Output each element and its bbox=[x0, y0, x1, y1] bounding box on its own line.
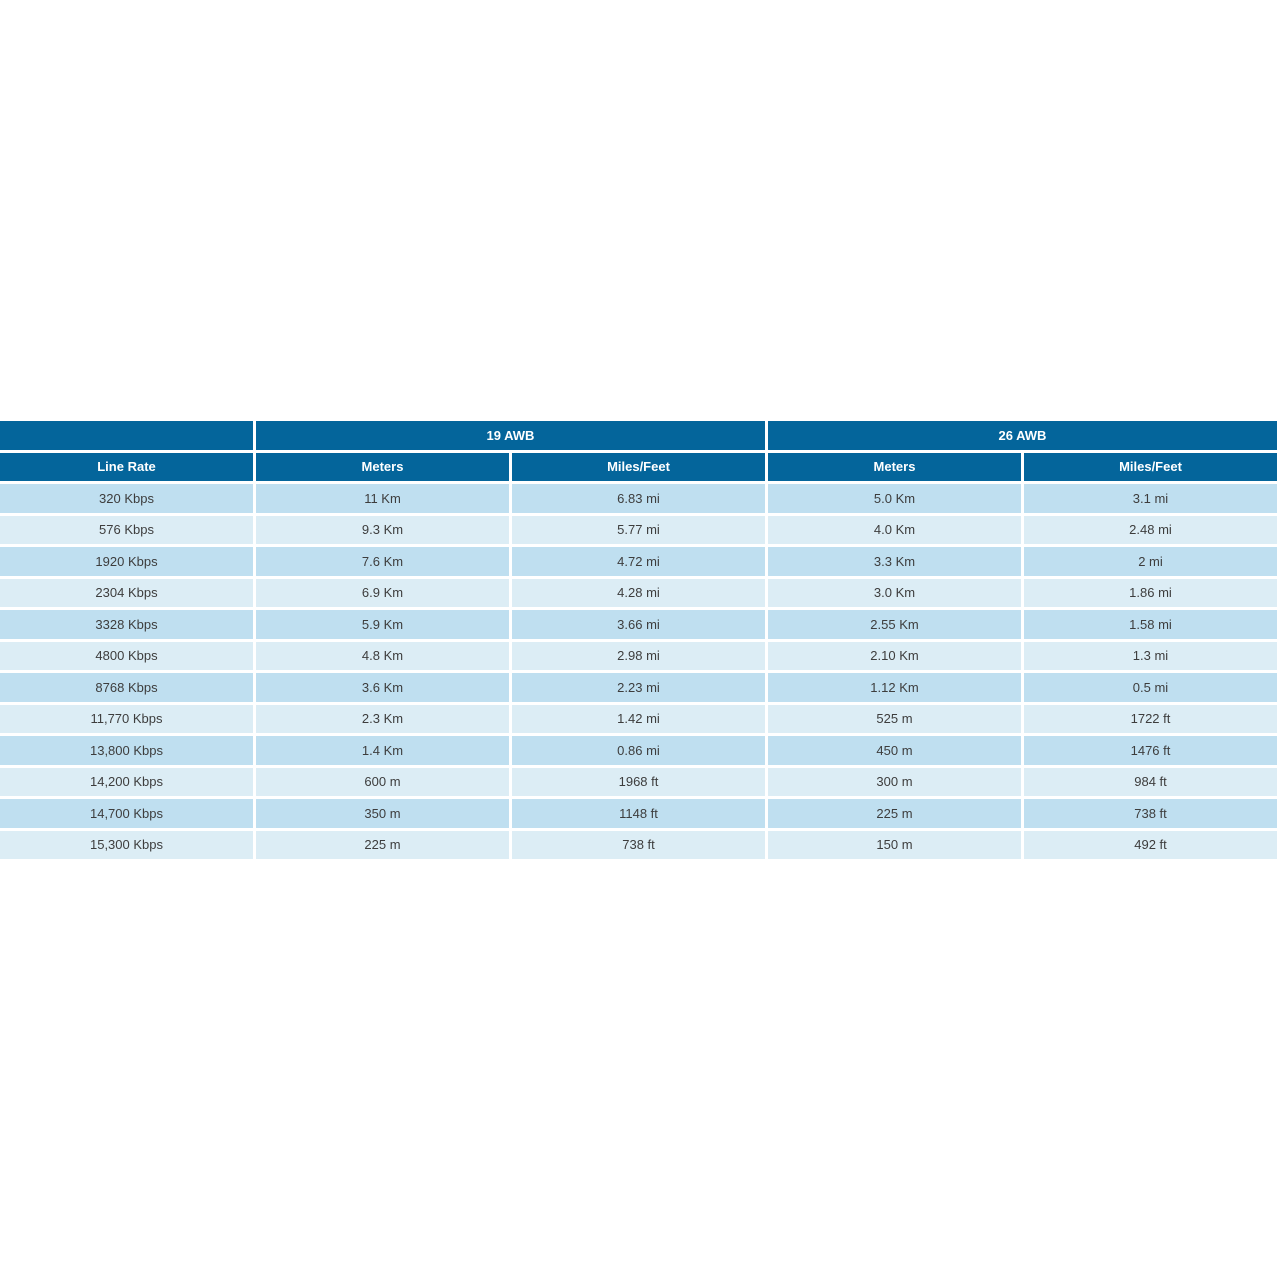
line-rate-cell: 3328 Kbps bbox=[0, 610, 253, 639]
awb26-meters-cell: 525 m bbox=[768, 705, 1021, 734]
line-rate-cell: 4800 Kbps bbox=[0, 642, 253, 671]
line-rate-cell: 14,200 Kbps bbox=[0, 768, 253, 797]
table-body bbox=[0, 484, 1277, 859]
awb19-meters-cell: 11 Km bbox=[256, 484, 509, 513]
group-header-19-awb: 19 AWB bbox=[256, 421, 765, 450]
line-rate-distance-table-container bbox=[0, 418, 1280, 862]
awb26-miles-feet-cell: 984 ft bbox=[1024, 768, 1277, 797]
column-header-26-meters: Meters bbox=[768, 453, 1021, 482]
table-row bbox=[0, 768, 1277, 797]
table-row bbox=[0, 705, 1277, 734]
group-header-blank bbox=[0, 421, 253, 450]
awb19-miles-feet-cell: 2.98 mi bbox=[512, 642, 765, 671]
awb19-miles-feet-cell: 1148 ft bbox=[512, 799, 765, 828]
line-rate-cell: 8768 Kbps bbox=[0, 673, 253, 702]
awb19-miles-feet-cell: 1.42 mi bbox=[512, 705, 765, 734]
table-row bbox=[0, 831, 1277, 860]
awb26-meters-cell: 1.12 Km bbox=[768, 673, 1021, 702]
table-row bbox=[0, 799, 1277, 828]
awb19-miles-feet-cell: 2.23 mi bbox=[512, 673, 765, 702]
awb26-miles-feet-cell: 3.1 mi bbox=[1024, 484, 1277, 513]
awb19-meters-cell: 225 m bbox=[256, 831, 509, 860]
awb19-meters-cell: 350 m bbox=[256, 799, 509, 828]
awb26-miles-feet-cell: 492 ft bbox=[1024, 831, 1277, 860]
awb19-meters-cell: 3.6 Km bbox=[256, 673, 509, 702]
awb26-meters-cell: 225 m bbox=[768, 799, 1021, 828]
line-rate-cell: 11,770 Kbps bbox=[0, 705, 253, 734]
awb19-meters-cell: 2.3 Km bbox=[256, 705, 509, 734]
awb26-meters-cell: 2.10 Km bbox=[768, 642, 1021, 671]
awb26-meters-cell: 5.0 Km bbox=[768, 484, 1021, 513]
table-row bbox=[0, 642, 1277, 671]
awb19-miles-feet-cell: 3.66 mi bbox=[512, 610, 765, 639]
awb26-miles-feet-cell: 738 ft bbox=[1024, 799, 1277, 828]
awb26-miles-feet-cell: 1.3 mi bbox=[1024, 642, 1277, 671]
line-rate-cell: 1920 Kbps bbox=[0, 547, 253, 576]
column-header-19-miles-feet: Miles/Feet bbox=[512, 453, 765, 482]
table-row bbox=[0, 610, 1277, 639]
column-header-row bbox=[0, 453, 1277, 482]
line-rate-cell: 14,700 Kbps bbox=[0, 799, 253, 828]
awb19-meters-cell: 5.9 Km bbox=[256, 610, 509, 639]
table-row bbox=[0, 579, 1277, 608]
awb19-miles-feet-cell: 5.77 mi bbox=[512, 516, 765, 545]
awb19-miles-feet-cell: 738 ft bbox=[512, 831, 765, 860]
awb19-meters-cell: 4.8 Km bbox=[256, 642, 509, 671]
awb26-meters-cell: 3.3 Km bbox=[768, 547, 1021, 576]
awb26-meters-cell: 450 m bbox=[768, 736, 1021, 765]
awb26-miles-feet-cell: 2 mi bbox=[1024, 547, 1277, 576]
awb19-miles-feet-cell: 0.86 mi bbox=[512, 736, 765, 765]
awb19-meters-cell: 9.3 Km bbox=[256, 516, 509, 545]
awb19-meters-cell: 7.6 Km bbox=[256, 547, 509, 576]
column-header-line-rate: Line Rate bbox=[0, 453, 253, 482]
awb26-miles-feet-cell: 1.86 mi bbox=[1024, 579, 1277, 608]
awb26-miles-feet-cell: 1476 ft bbox=[1024, 736, 1277, 765]
line-rate-cell: 576 Kbps bbox=[0, 516, 253, 545]
awb26-meters-cell: 3.0 Km bbox=[768, 579, 1021, 608]
group-header-26-awb: 26 AWB bbox=[768, 421, 1277, 450]
table-row bbox=[0, 516, 1277, 545]
awb26-miles-feet-cell: 1.58 mi bbox=[1024, 610, 1277, 639]
awb19-meters-cell: 6.9 Km bbox=[256, 579, 509, 608]
line-rate-cell: 2304 Kbps bbox=[0, 579, 253, 608]
awb26-meters-cell: 150 m bbox=[768, 831, 1021, 860]
table-row bbox=[0, 736, 1277, 765]
table-row bbox=[0, 547, 1277, 576]
awb26-meters-cell: 2.55 Km bbox=[768, 610, 1021, 639]
line-rate-cell: 13,800 Kbps bbox=[0, 736, 253, 765]
awb19-miles-feet-cell: 4.28 mi bbox=[512, 579, 765, 608]
awb26-miles-feet-cell: 2.48 mi bbox=[1024, 516, 1277, 545]
line-rate-distance-table bbox=[0, 418, 1280, 862]
awb19-meters-cell: 600 m bbox=[256, 768, 509, 797]
line-rate-cell: 320 Kbps bbox=[0, 484, 253, 513]
column-header-19-meters: Meters bbox=[256, 453, 509, 482]
awb26-miles-feet-cell: 1722 ft bbox=[1024, 705, 1277, 734]
awb26-miles-feet-cell: 0.5 mi bbox=[1024, 673, 1277, 702]
table-row bbox=[0, 484, 1277, 513]
awb26-meters-cell: 4.0 Km bbox=[768, 516, 1021, 545]
group-header-row bbox=[0, 421, 1277, 450]
awb26-meters-cell: 300 m bbox=[768, 768, 1021, 797]
awb19-meters-cell: 1.4 Km bbox=[256, 736, 509, 765]
column-header-26-miles-feet: Miles/Feet bbox=[1024, 453, 1277, 482]
line-rate-cell: 15,300 Kbps bbox=[0, 831, 253, 860]
awb19-miles-feet-cell: 1968 ft bbox=[512, 768, 765, 797]
awb19-miles-feet-cell: 6.83 mi bbox=[512, 484, 765, 513]
table-row bbox=[0, 673, 1277, 702]
awb19-miles-feet-cell: 4.72 mi bbox=[512, 547, 765, 576]
